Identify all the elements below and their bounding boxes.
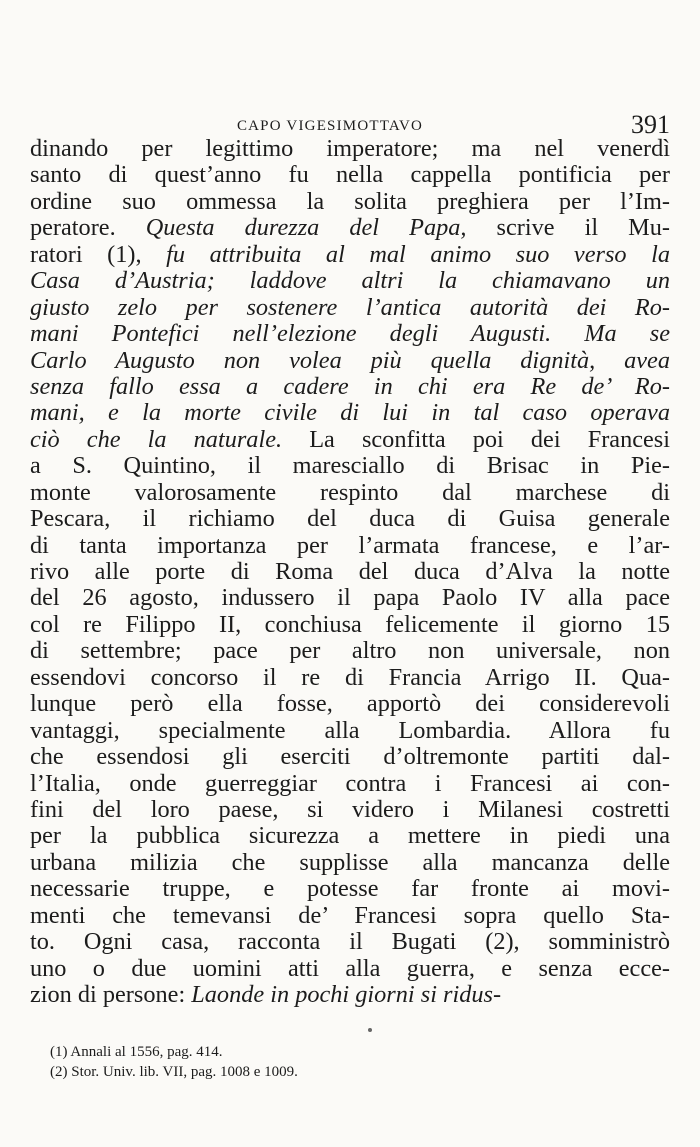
footnotes (50, 1042, 550, 1082)
separator-dot (368, 1028, 372, 1032)
text-line (30, 189, 670, 215)
text-line (30, 665, 670, 691)
footnote: (1) Annali al 1556, pag. 414. (50, 1044, 223, 1060)
italic-text: Laonde in pochi giorni si ridus- (191, 981, 502, 1008)
italic-text: senza fallo essa a cadere in chi era Re de’ Ro- (30, 372, 670, 400)
text-run: fini del loro paese, si videro i Milanesi costretti (30, 795, 670, 823)
body-text (30, 136, 670, 1008)
text-run: necessarie truppe, e potesse far fronte ai movi- (30, 875, 670, 903)
running-title: CAPO VIGESIMOTTAVO (236, 118, 424, 134)
text-line (30, 956, 670, 982)
italic-text: ciò che la naturale. (30, 425, 283, 453)
text-line (30, 929, 670, 955)
text-line (30, 506, 670, 532)
text-line (30, 480, 670, 506)
text-run: La sconfitta poi dei Francesi (282, 425, 671, 453)
text-line (30, 295, 670, 321)
text-line (30, 162, 670, 188)
text-run: l’Italia, onde guerreggiar contra i Francesi ai con- (30, 769, 670, 797)
text-run: che essendosi gli eserciti d’oltremonte partiti dal- (30, 743, 670, 771)
text-run: uno o due uomini atti alla guerra, e senza ecce- (30, 954, 670, 982)
text-run: menti che temevansi de’ Francesi sopra quello Sta- (30, 901, 670, 929)
text-line (30, 400, 670, 426)
text-line (30, 876, 670, 902)
text-line (30, 797, 670, 823)
text-run: peratore. (30, 214, 146, 242)
footnote: (2) Stor. Univ. lib. VII, pag. 1008 e 1009. (50, 1064, 298, 1080)
text-line (30, 823, 670, 849)
text-line (30, 612, 670, 638)
text-line (30, 744, 670, 770)
text-line (30, 771, 670, 797)
text-run: di tanta importanza per l’armata francese, e l’ar- (30, 531, 670, 559)
text-line (30, 585, 670, 611)
text-run: scrive il Mu- (466, 214, 670, 242)
text-run: urbana milizia che supplisse alla mancanza delle (30, 848, 670, 876)
italic-text: Questa durezza del Papa, (145, 214, 467, 242)
text-line (30, 638, 670, 664)
text-line (30, 268, 670, 294)
text-run: essendovi concorso il re di Francia Arrigo II. Qua- (30, 663, 670, 691)
text-run: lunque però ella fosse, apportò dei considerevoli (30, 690, 670, 718)
text-run: col re Filippo II, conchiusa felicemente il giorno 15 (30, 610, 670, 638)
text-line (30, 374, 670, 400)
text-run: per la pubblica sicurezza a mettere in piedi una (30, 822, 670, 850)
text-run: Pescara, il richiamo del duca di Guisa generale (30, 505, 670, 533)
text-line (30, 427, 670, 453)
text-line (30, 453, 670, 479)
text-run: dinando per legittimo imperatore; ma nel venerdì (30, 135, 670, 162)
text-run: rivo alle porte di Roma del duca d’Alva la notte (30, 558, 670, 585)
italic-text: fu attribuita al mal animo suo verso la (166, 240, 671, 268)
italic-text: mani, e la morte civile di lui in tal caso operava (30, 399, 670, 427)
italic-text: giusto zelo per sostenere l’antica autorità dei Ro- (30, 293, 670, 321)
text-line (30, 136, 670, 162)
text-line (30, 850, 670, 876)
text-line (30, 321, 670, 347)
text-run: to. Ogni casa, racconta il Bugati (2), somministrò (30, 928, 670, 956)
text-run: vantaggi, specialmente alla Lombardia. Allora fu (30, 716, 670, 744)
text-line (30, 982, 670, 1008)
text-run: zion di persone: (30, 981, 192, 1008)
text-run: a S. Quintino, il maresciallo di Brisac in Pie- (30, 452, 670, 480)
page-number: 391 (631, 110, 670, 139)
italic-text: mani Pontefici nell’elezione degli Augusti. Ma se (30, 320, 670, 348)
text-run: santo di quest’anno fu nella cappella pontificia per (30, 161, 670, 189)
text-line (30, 903, 670, 929)
text-line (30, 533, 670, 559)
text-line (30, 215, 670, 241)
italic-text: Carlo Augusto non volea più quella dignità, avea (30, 346, 670, 374)
text-line (30, 718, 670, 744)
text-line (30, 691, 670, 717)
text-line (30, 348, 670, 374)
text-run: ratori (1), (30, 240, 167, 268)
text-line (30, 559, 670, 585)
text-run: ordine suo ommessa la solita preghiera per l’Im- (30, 187, 670, 215)
italic-text: Casa d’Austria; laddove altri la chiamavano un (30, 267, 670, 295)
text-line (30, 242, 670, 268)
text-run: di settembre; pace per altro non universale, non (30, 637, 670, 665)
text-run: del 26 agosto, indussero il papa Paolo IV alla pace (30, 584, 670, 612)
text-run: monte valorosamente respinto dal marchese di (30, 478, 670, 506)
